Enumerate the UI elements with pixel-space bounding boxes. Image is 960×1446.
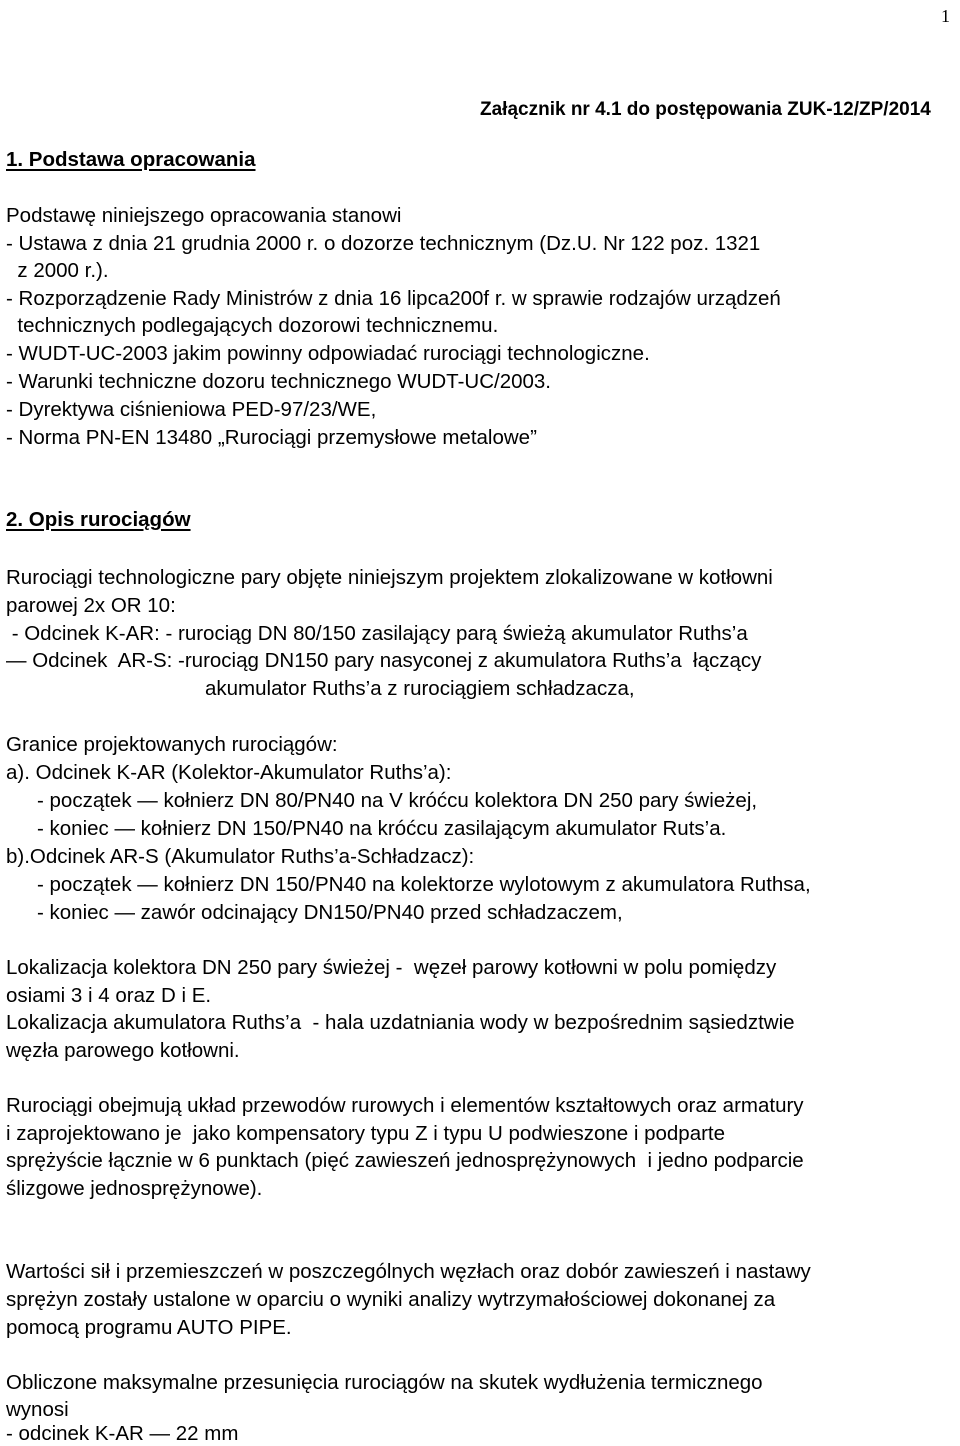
description-line: — Odcinek AR-S: -rurociąg DN150 pary nasyconej z akumulatora Ruths’a łączący <box>6 649 762 672</box>
displacement-line: Obliczone maksymalne przesunięcia rurociągów na skutek wydłużenia termicznego <box>6 1371 763 1394</box>
location-line: Lokalizacja akumulatora Ruths’a - hala uzdatniania wody w bezpośrednim sąsiedztwie <box>6 1011 795 1034</box>
displacement-line: - odcinek K-AR — 22 mm <box>6 1422 239 1445</box>
forces-line: Wartości sił i przemieszczeń w poszczególnych węzłach oraz dobór zawieszeń i nastawy <box>6 1260 811 1283</box>
section-1-intro: Podstawę niniejszego opracowania stanowi <box>6 204 402 227</box>
pipe-layout-line: sprężyście łącznie w 6 punktach (pięć zawieszeń jednosprężynowych i jedno podparcie <box>6 1149 804 1172</box>
forces-line: pomocą programu AUTO PIPE. <box>6 1316 292 1339</box>
pipe-layout-line: i zaprojektowano je jako kompensatory typu Z i typu U podwieszone i podparte <box>6 1122 726 1145</box>
legal-basis-item: z 2000 r.). <box>6 259 109 282</box>
description-line: - Odcinek K-AR: - rurociąg DN 80/150 zasilający parą świeżą akumulator Ruths’a <box>6 622 748 645</box>
pipe-layout-line: Rurociągi obejmują układ przewodów rurowych i elementów kształtowych oraz armatury <box>6 1094 804 1117</box>
location-line: węzła parowego kotłowni. <box>6 1039 240 1062</box>
page-number: 1 <box>941 6 950 26</box>
description-line: Rurociągi technologiczne pary objęte niniejszym projektem zlokalizowane w kotłowni <box>6 566 773 589</box>
legal-basis-item: technicznych podlegających dozorowi technicznemu. <box>6 314 499 337</box>
boundary-item: - początek — kołnierz DN 150/PN40 na kolektorze wylotowym z akumulatora Ruthsa, <box>37 873 811 896</box>
legal-basis-item: - Ustawa z dnia 21 grudnia 2000 r. o dozorze technicznym (Dz.U. Nr 122 poz. 1321 <box>6 232 761 255</box>
displacement-line: wynosi <box>6 1398 69 1421</box>
section-1-heading: 1. Podstawa opracowania <box>6 148 256 171</box>
boundary-segment-a: a). Odcinek K-AR (Kolektor-Akumulator Ruths’a): <box>6 761 452 784</box>
boundary-segment-b: b).Odcinek AR-S (Akumulator Ruths’a-Schładzacz): <box>6 845 475 868</box>
legal-basis-item: - Dyrektywa ciśnieniowa PED-97/23/WE, <box>6 398 377 421</box>
legal-basis-item: - WUDT-UC-2003 jakim powinny odpowiadać rurociągi technologiczne. <box>6 342 650 365</box>
legal-basis-item: - Warunki techniczne dozoru technicznego WUDT-UC/2003. <box>6 370 552 393</box>
attachment-header: Załącznik nr 4.1 do postępowania ZUK-12/ZP/2014 <box>480 99 931 120</box>
legal-basis-item: - Rozporządzenie Rady Ministrów z dnia 16 lipca200f r. w sprawie rodzajów urządzeń <box>6 287 781 310</box>
location-line: Lokalizacja kolektora DN 250 pary świeżej - węzeł parowy kotłowni w polu pomiędzy <box>6 956 777 979</box>
boundaries-heading: Granice projektowanych rurociągów: <box>6 733 338 756</box>
section-2-heading: 2. Opis rurociągów <box>6 508 191 531</box>
boundary-item: - koniec — kołnierz DN 150/PN40 na króćcu zasilającym akumulator Ruts’a. <box>37 817 727 840</box>
boundary-item: - początek — kołnierz DN 80/PN40 na V króćcu kolektora DN 250 pary świeżej, <box>37 789 758 812</box>
pipe-layout-line: ślizgowe jednosprężynowe). <box>6 1177 263 1200</box>
boundary-item: - koniec — zawór odcinający DN150/PN40 przed schładzaczem, <box>37 901 623 924</box>
location-line: osiami 3 i 4 oraz D i E. <box>6 984 212 1007</box>
forces-line: sprężyn zostały ustalone w oparciu o wyniki analizy wytrzymałościowej dokonanej za <box>6 1288 776 1311</box>
description-line: akumulator Ruths’a z rurociągiem schładzacza, <box>205 677 635 700</box>
description-line: parowej 2x OR 10: <box>6 594 176 617</box>
legal-basis-item: - Norma PN-EN 13480 „Rurociągi przemysłowe metalowe” <box>6 426 537 449</box>
